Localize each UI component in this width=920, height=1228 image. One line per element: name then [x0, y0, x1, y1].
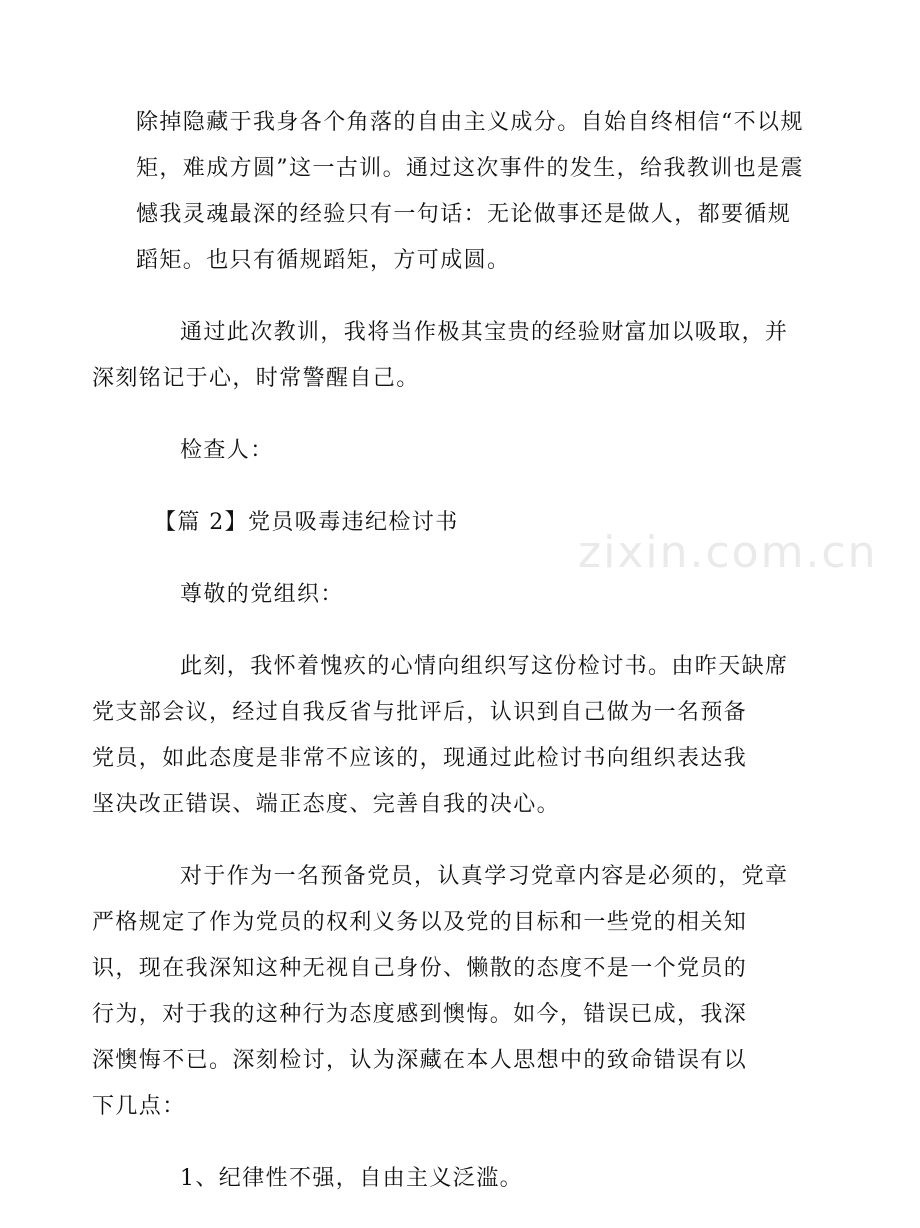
inspector-label: [136, 428, 796, 474]
text-line: 通过此次教训，我将当作极其宝贵的经验财富加以吸取，并: [180, 320, 789, 345]
text-line: 尊敬的党组织：: [180, 582, 344, 607]
watermark-text: zixin.com.cn: [578, 527, 878, 578]
text-line: 深刻铭记于心，时常警醒自己。: [92, 366, 420, 391]
text-line: 憾我灵魂最深的经验只有一句话：无论做事还是做人，都要循规: [136, 202, 792, 227]
paragraph-conclusion: [136, 100, 804, 284]
text-line: 此刻，我怀着愧疚的心情向组织写这份检讨书。由昨天缺席: [180, 654, 789, 679]
text-line: 坚决改正错误、端正态度、完善自我的决心。: [92, 792, 561, 817]
text-line: 下几点：: [92, 1094, 186, 1119]
text-line: 除掉隐藏于我身各个角落的自由主义成分。自始自终相信“不以规: [136, 110, 804, 135]
paragraph-intro: [92, 644, 796, 828]
paragraph-lesson: [92, 310, 796, 402]
list-item: [136, 1156, 796, 1202]
document-body: [92, 100, 804, 1228]
text-line: 严格规定了作为党员的权利义务以及党的目标和一些党的相关知: [92, 910, 748, 935]
text-line: 对于作为一名预备党员，认真学习党章内容是必须的，党章: [180, 864, 789, 889]
text-line: 1、纪律性不强，自由主义泛滥。: [180, 1166, 523, 1191]
text-line: 行为，对于我的这种行为态度感到懊悔。如今，错误已成，我深: [92, 1002, 748, 1027]
text-line: 【篇 2】党员吸毒违纪检讨书: [154, 510, 459, 535]
text-line: 检查人：: [180, 438, 274, 463]
text-line: 党支部会议，经过自我反省与批评后，认识到自己做为一名预备: [92, 700, 748, 725]
text-line: 蹈矩。也只有循规蹈矩，方可成圆。: [136, 248, 511, 273]
text-line: 矩，难成方圆”这一古训。通过这次事件的发生，给我教训也是震: [136, 156, 804, 181]
text-line: 党员，如此态度是非常不应该的，现通过此检讨书向组织表达我: [92, 746, 748, 771]
paragraph-reflection: [92, 854, 796, 1130]
text-line: 识，现在我深知这种无视自己身份、懒散的态度不是一个党员的: [92, 956, 748, 981]
text-line: 深懊悔不已。深刻检讨，认为深藏在本人思想中的致命错误有以: [92, 1048, 748, 1073]
salutation: [136, 572, 796, 618]
